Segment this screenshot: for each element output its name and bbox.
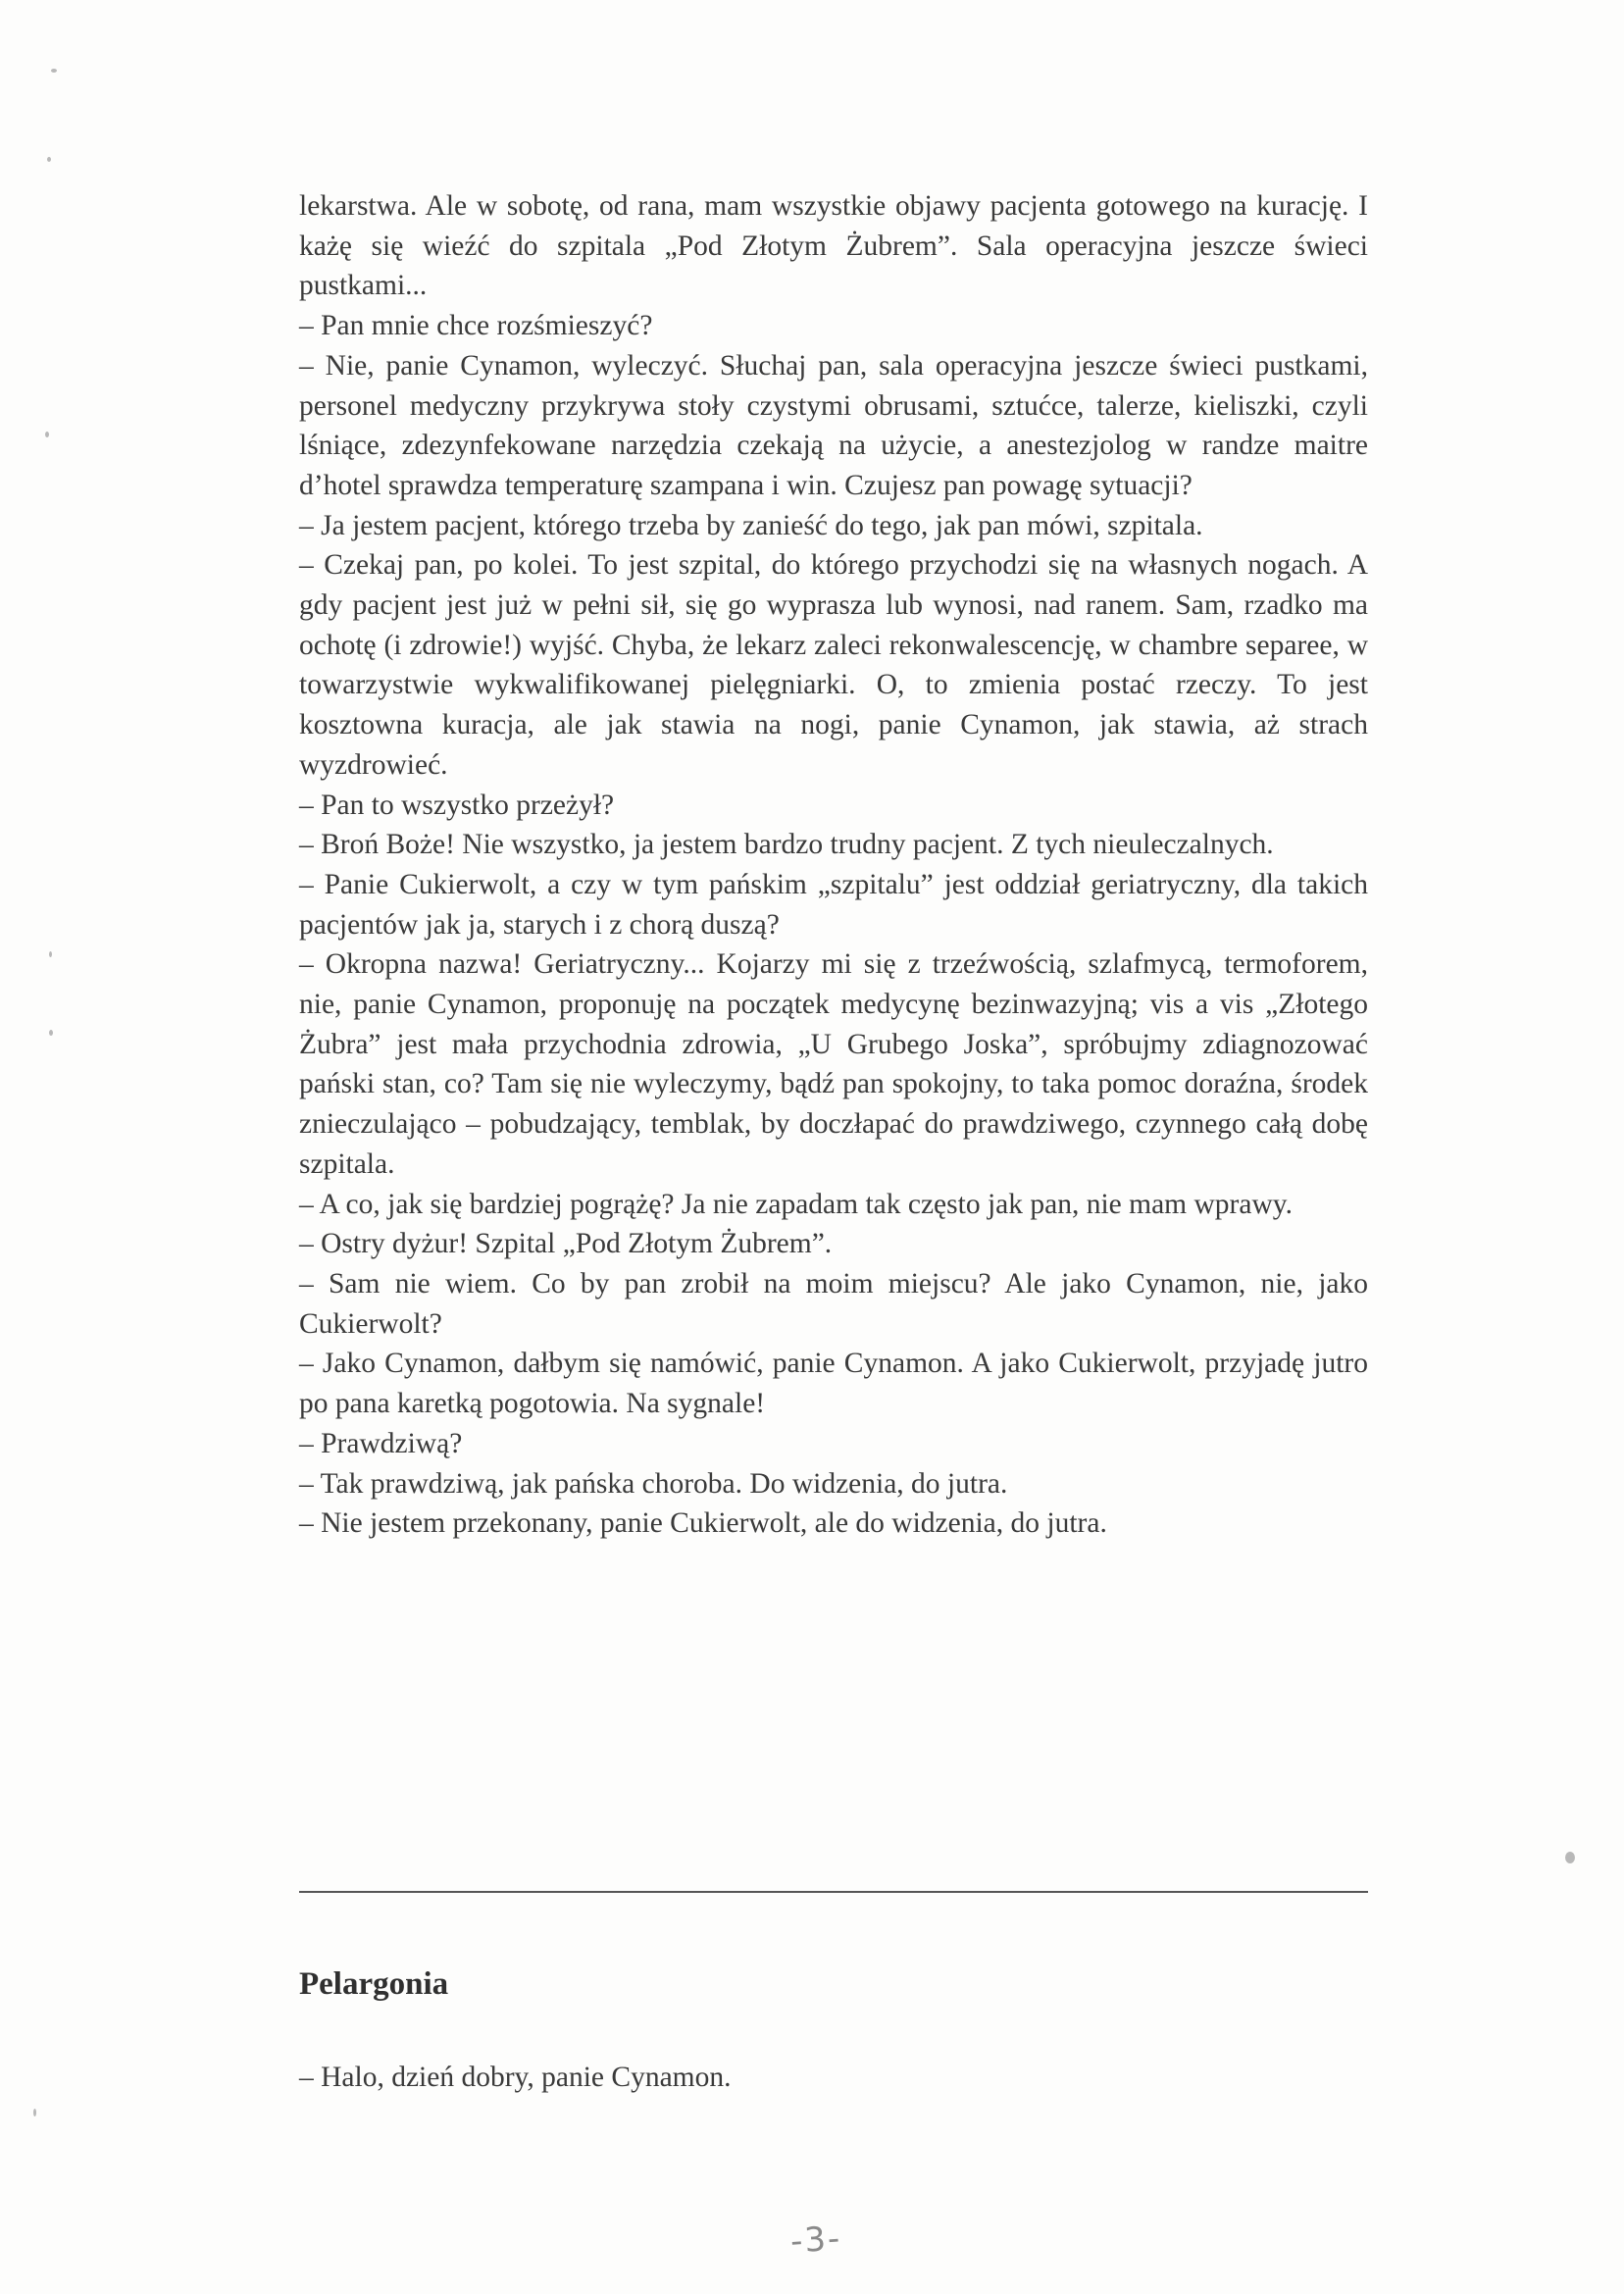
paragraph: – Sam nie wiem. Co by pan zrobił na moim miejscu? Ale jako Cynamon, nie, jako Cukierwolt? — [299, 1267, 1368, 1340]
paragraph: – Panie Cukierwolt, a czy w tym pańskim „szpitalu” jest oddział geriatryczny, dla takich pacjentów jak ja, starych i z chorą duszą? — [299, 868, 1368, 941]
scan-speck — [33, 2109, 36, 2116]
paragraph: – Ja jestem pacjent, którego trzeba by zanieść do tego, jak pan mówi, szpitala. — [299, 509, 1203, 541]
paragraph: – Czekaj pan, po kolei. To jest szpital, do którego przychodzi się na własnych nogach. A gdy pacjent jest już w pełni sił, się go wyprasza lub wynosi, nad ranem. Sam, rzadko ma ochotę (i zdrowie!) wyjść. Chyba, że lekarz zaleci rekonwalescencję, w chambre separee, w towarzystwie wykwalifikowanej pielęgniarki. O, to zmienia postać rzeczy. To jest kosztowna kuracja, ale jak stawia na nogi, panie Cynamon, jak stawia, aż strach wyzdrowieć. — [299, 549, 1368, 781]
paragraph: – Nie jestem przekonany, panie Cukierwolt, ale do widzenia, do jutra. — [299, 1507, 1107, 1540]
paragraph: – Broń Boże! Nie wszystko, ja jestem bardzo trudny pacjent. Z tych nieuleczalnych. — [299, 829, 1274, 861]
scan-speck — [49, 951, 52, 957]
scan-speck — [51, 69, 57, 73]
paragraph: – Ostry dyżur! Szpital „Pod Złotym Żubrem”. — [299, 1228, 833, 1260]
paragraph: – Nie, panie Cynamon, wyleczyć. Słuchaj pan, sala operacyjna jeszcze świeci pustkami, personel medyczny przykrywa stoły czystymi obrusami, sztućce, talerze, kieliszki, czyli lśniące, zdezynfekowane narzędzia czekają na użycie, a anestezjolog w randze maitre d’hotel sprawdza temperaturę szampana i win. Czujesz pan powagę sytuacji? — [299, 349, 1368, 501]
paragraph: – Halo, dzień dobry, panie Cynamon. — [299, 2062, 732, 2093]
section-title: Pelargonia — [299, 1966, 449, 2002]
scan-speck — [47, 157, 51, 162]
scan-speck — [1565, 1852, 1575, 1863]
paragraph: – Okropna nazwa! Geriatryczny... Kojarzy mi się z trzeźwością, szlafmycą, termoforem, nie, panie Cynamon, proponuję na początek medycynę bezinwazyjną; vis a vis „Złotego Żubra” jest mała przychodnia zdrowia, „U Grubego Joska”, spróbujmy zdiagnozować pański stan, co? Tam się nie wyleczymy, bądź pan spokojny, to taka pomoc doraźna, środek znieczulająco – pobudzający, temblak, by doczłapać do prawdziwego, czynnego całą dobę szpitala. — [299, 948, 1368, 1180]
paragraph: – Prawdziwą? — [299, 1427, 463, 1459]
paragraph: – Tak prawdziwą, jak pańska choroba. Do widzenia, do jutra. — [299, 1467, 1008, 1500]
section-divider — [299, 1891, 1368, 1893]
paragraph: – Jako Cynamon, dałbym się namówić, panie Cynamon. A jako Cukierwolt, przyjadę jutro po pana karetką pogotowia. Na sygnale! — [299, 1348, 1368, 1420]
scan-speck — [45, 432, 49, 437]
body-text — [299, 186, 1368, 1544]
paragraph: – Pan mnie chce rozśmieszyć? — [299, 310, 653, 342]
paragraph: lekarstwa. Ale w sobotę, od rana, mam wszystkie objawy pacjenta gotowego na kurację. I każę się wieźć do szpitala „Pod Złotym Żubrem”. Sala operacyjna jeszcze świeci pustkami... — [299, 190, 1368, 302]
paragraph: – A co, jak się bardziej pogrążę? Ja nie zapadam tak często jak pan, nie mam wprawy. — [299, 1188, 1293, 1220]
scan-speck — [49, 1030, 53, 1036]
paragraph: – Pan to wszystko przeżył? — [299, 789, 615, 821]
page-number: -3- — [788, 2218, 843, 2262]
